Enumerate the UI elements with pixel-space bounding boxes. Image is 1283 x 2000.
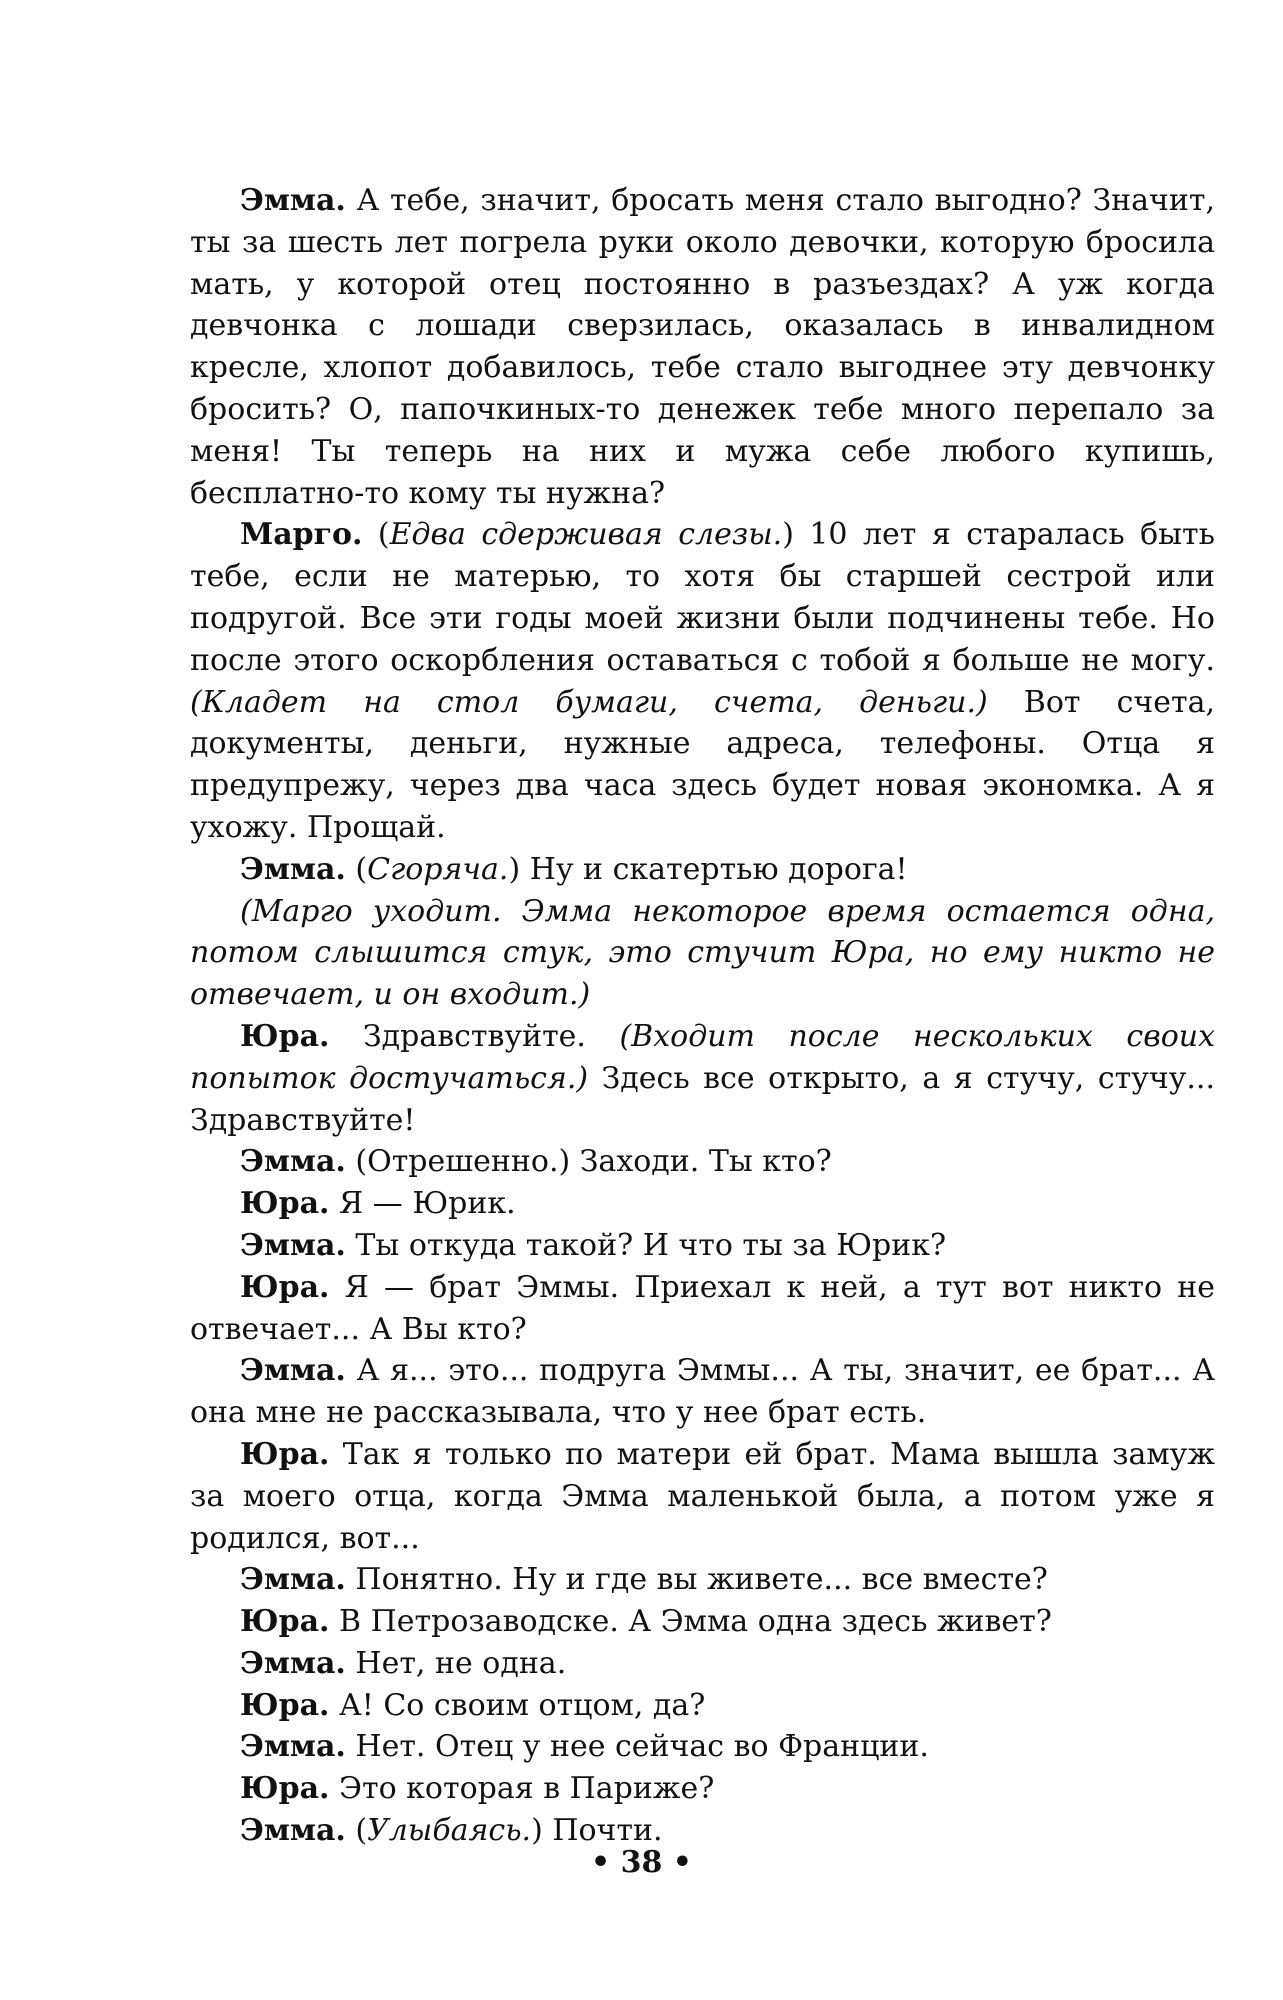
dialogue-paragraph bbox=[190, 1643, 1215, 1685]
speaker-name: Марго. bbox=[240, 517, 363, 553]
dialogue-text: А тебе, значит, бросать меня стало выгодно? Значит, ты за шесть лет погрела руки около девочки, которую бросила мать, у которой отец постоянно в разъездах? А уж когда девчонка с лошади сверзилась, оказалась в инвалидном кресле, хлопот добавилось, тебе стало выгоднее эту девчонку бросить? О, папочкиных-то денежек тебе много перепало за меня! Ты теперь на них и мужа себе любого купишь, бесплатно-то кому ты нужна? bbox=[190, 183, 1215, 511]
speaker-name: Юра. bbox=[240, 1018, 330, 1054]
speaker-name: Эмма. bbox=[240, 1813, 346, 1849]
dialogue-text: Нет, не одна. bbox=[345, 1645, 567, 1681]
dialogue-text: Здравствуйте. bbox=[329, 1018, 620, 1054]
dialogue-paragraph bbox=[190, 1225, 1215, 1267]
speaker-name: Эмма. bbox=[240, 1729, 346, 1765]
speaker-name: Эмма. bbox=[240, 1562, 346, 1598]
speaker-name: Юра. bbox=[240, 1186, 330, 1222]
speaker-name: Юра. bbox=[240, 1771, 330, 1807]
dialogue-paragraph bbox=[190, 1434, 1215, 1559]
dialogue-text: Вот счета, документы, деньги, нужные адреса, телефоны. Отца я предупрежу, через два часа здесь будет новая экономка. А я ухожу. Прощай. bbox=[190, 684, 1215, 845]
stage-direction: Улыбаясь. bbox=[367, 1813, 532, 1849]
speaker-name: Юра. bbox=[240, 1687, 330, 1723]
dialogue-text: ) 10 лет я старалась быть тебе, если не матерью, то хотя бы старшей сестрой или подругой. Все эти годы моей жизни были подчинены тебе. Но после этого оскорбления оставаться с тобой я больше не могу. bbox=[190, 517, 1215, 678]
dialogue-paragraph bbox=[190, 849, 1215, 891]
dialogue-text: (Отрешенно.) Заходи. Ты кто? bbox=[345, 1144, 832, 1180]
dialogue-paragraph bbox=[190, 180, 1215, 514]
speaker-name: Эмма. bbox=[240, 851, 346, 887]
dialogue-text: Ты откуда такой? И что ты за Юрик? bbox=[345, 1227, 947, 1263]
stage-direction: (Входит после нескольких своих попыток достучаться.) bbox=[190, 1018, 1215, 1096]
dialogue-text: Я — Юрик. bbox=[329, 1186, 516, 1222]
dialogue-paragraph bbox=[190, 1267, 1215, 1351]
speaker-name: Юра. bbox=[240, 1436, 330, 1472]
dialogue-text: ( bbox=[362, 517, 390, 553]
play-text bbox=[190, 180, 1215, 1852]
dialogue-text: Я — брат Эммы. Приехал к ней, а тут вот никто не отвечает... А Вы кто? bbox=[190, 1269, 1215, 1347]
dialogue-paragraph bbox=[190, 1559, 1215, 1601]
dialogue-paragraph bbox=[190, 1141, 1215, 1183]
speaker-name: Эмма. bbox=[240, 1144, 346, 1180]
dialogue-paragraph bbox=[190, 1601, 1215, 1643]
dialogue-paragraph bbox=[190, 1183, 1215, 1225]
dialogue-text: ) Почти. bbox=[531, 1813, 663, 1849]
speaker-name: Эмма. bbox=[240, 1645, 346, 1681]
dialogue-paragraph bbox=[190, 1685, 1215, 1727]
page-number: • 38 • bbox=[591, 1845, 692, 1880]
dialogue-paragraph bbox=[190, 1768, 1215, 1810]
speaker-name: Эмма. bbox=[240, 1353, 346, 1389]
dialogue-text: Это которая в Париже? bbox=[329, 1771, 715, 1807]
speaker-name: Юра. bbox=[240, 1269, 330, 1305]
speaker-name: Юра. bbox=[240, 1604, 330, 1640]
dialogue-text: А! Со своим отцом, да? bbox=[329, 1687, 706, 1723]
speaker-name: Эмма. bbox=[240, 183, 346, 218]
dialogue-paragraph bbox=[190, 891, 1215, 1016]
dialogue-text: Понятно. Ну и где вы живете... все вместе? bbox=[345, 1562, 1048, 1598]
dialogue-text: ( bbox=[345, 1813, 368, 1849]
dialogue-paragraph bbox=[190, 1350, 1215, 1434]
speaker-name: Эмма. bbox=[240, 1227, 346, 1263]
dialogue-text: В Петрозаводске. А Эмма одна здесь живет? bbox=[329, 1604, 1052, 1640]
stage-direction: (Марго уходит. Эмма некоторое время остается одна, потом слышится стук, это стучит Юра, но ему никто не отвечает, и он входит.) bbox=[190, 893, 1215, 1013]
dialogue-paragraph bbox=[190, 1016, 1215, 1141]
dialogue-text: Так я только по матери ей брат. Мама вышла замуж за моего отца, когда Эмма маленькой была, а потом уже я родился, вот... bbox=[190, 1436, 1215, 1556]
dialogue-text: А я... это... подруга Эммы... А ты, значит, ее брат... А она мне не рассказывала, что у нее брат есть. bbox=[190, 1353, 1215, 1431]
dialogue-text: ) Ну и скатертью дорога! bbox=[508, 851, 908, 887]
dialogue-text: ( bbox=[345, 851, 368, 887]
dialogue-paragraph bbox=[190, 1726, 1215, 1768]
dialogue-paragraph bbox=[190, 514, 1215, 848]
stage-direction: Сгоряча. bbox=[367, 851, 509, 887]
dialogue-text: Здесь все открыто, а я стучу, стучу... Здравствуйте! bbox=[190, 1060, 1215, 1138]
stage-direction: (Кладет на стол бумаги, счета, деньги.) bbox=[190, 684, 988, 720]
stage-direction: Едва сдерживая слезы. bbox=[389, 517, 783, 553]
dialogue-text: Нет. Отец у нее сейчас во Франции. bbox=[345, 1729, 929, 1765]
